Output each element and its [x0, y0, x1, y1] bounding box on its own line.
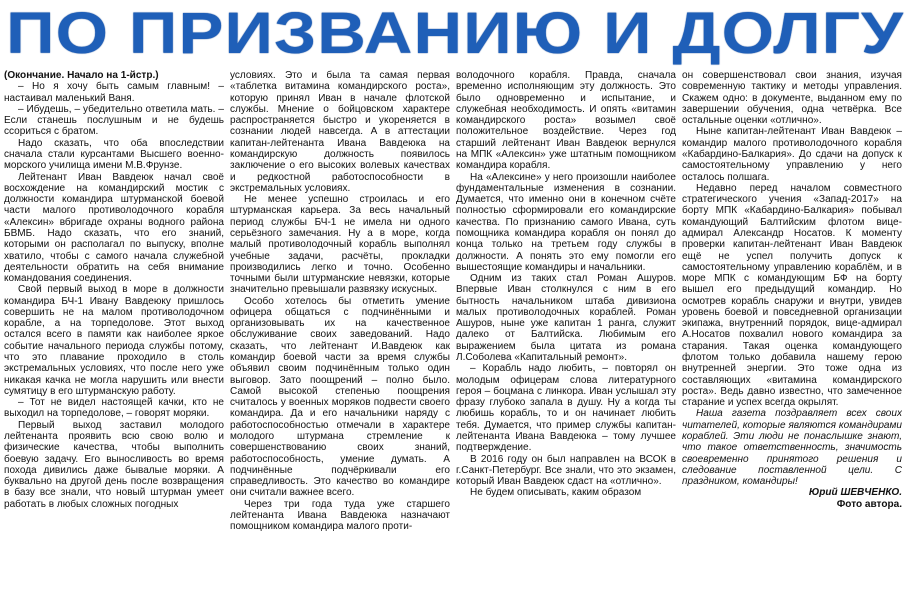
paragraph: Через три года туда уже старшего лейтенанта Ивана Вавдеюка назначают помощником командира малого проти-: [230, 498, 450, 533]
paragraph: На «Алексине» у него произошли наиболее фундаментальные изменения в сознании. Думается, что именно они в конечном счёте полностью сформировали его командирские качества. По признанию самого Ивана, суть помощника командира корабля он понял до конца только на третьем году службы в должности. А понять это ему помогли его вышестоящие командиры и начальники.: [456, 171, 676, 273]
paragraph: он совершенствовал свои знания, изучая современную тактику и методы управления. Скажем одно: в документе, выданном ему по завершении обучения, одна четвёрка. Все остальные оценки «отлично».: [682, 70, 902, 127]
paragraph: Недавно перед началом совместного стратегического учения «Запад-2017» на борту МПК «Кабардино-Балкария» побывал командующий Балтийским флотом вице-адмирал Александр Носатов. К моменту проверки капитан-лейтенант Иван Вавдеюк ещё не успел получить допуск к самостоятельному управлению кораблём, и в море МПК с командующим БФ на борту вышел его предыдущий командир. Но осмотрев корабль снаружи и внутри, увидев уровень боевой и повседневной организации экипажа, внутренний порядок, вице-адмирал А.Носатов похвалил нового командира за старания. Такая оценка командующего флотом только добавила нашему герою внутренней энергии. Это тоже одна из составляющих «витамина командирского роста». Ведь давно известно, что замеченное старание и успех всегда окрылят.: [682, 182, 902, 409]
greeting-paragraph: Наша газета поздравляет всех своих читателей, которые являются командирами кораблей. Эти люди не понаслышке знают, что такое ответственность, значимость своевременно принятого решения и следование поставленной цели. С праздником, командиры!: [682, 408, 902, 488]
paragraph: Ныне капитан-лейтенант Иван Вавдеюк – командир малого противолодочного корабля «Кабардино-Балкария». До сдачи на допуск к самостоятельному управлению у него осталось полшага.: [682, 126, 902, 183]
paragraph: условиях. Это и была та самая первая «таблетка витамина командирского роста», которую принял Иван в начале флотской службы. Мнение о бойцовском характере распространяется быстро и укореняется в сознании людей навсегда. А в аттестации капитан-лейтенанта Ивана Вавдеюка на командирскую должность появилось заключение о его высоких волевых качествах и редкостной работоспособности в экстремальных условиях.: [230, 70, 450, 194]
paragraph: – Ибудешь, – убедительно ответила мать. – Если станешь послушным и не будешь ссориться с братом.: [4, 103, 224, 138]
headline: [0, 0, 910, 68]
paragraph: В 2016 году он был направлен на ВСОК в г.Санкт-Петербург. Все знали, что это экзамен, который Иван Вавдеюк сдаст на «отлично».: [456, 453, 676, 488]
article-body: [4, 70, 906, 592]
article-column-3: [456, 70, 676, 592]
author-signature: Юрий ШЕВЧЕНКО.: [808, 487, 902, 499]
paragraph: Не менее успешно строилась и его штурманская карьера. За весь начальный период службы БЧ-1 не имела ни одного серьёзного замечания. Ну а в море, когда малый противолодочный корабль выполнял учебные задачи, расчёты, прокладки производились легко и точно. Особенно точными были штурманские невязки, которые значительно превышали развязку искусных.: [230, 194, 450, 296]
paragraph: Лейтенант Иван Вавдеюк начал своё восхождение на командирский мостик с должности командира штурманской боевой части малого противолодочного корабля «Алексин» вбригаде охраны водного района БВМБ. Надо сказать, что его знаний, которыми он располагал по выпуску, вполне хватило, чтобы с самого начала служебной деятельности обратить на себя внимание командования соединения.: [4, 171, 224, 285]
photo-credit: Фото автора.: [836, 498, 902, 510]
paragraph: Первый выход заставил молодого лейтенанта проявить всю свою волю и физические качества, чтобы выполнить боевую задачу. Его выносливость во время похода дивились даже бывалые моряки. А буквально на другой день после возвращения в базу все знали, что новый штурман умеет работать в любых сложных погодных: [4, 419, 224, 510]
headline-text: ПО ПРИЗВАНИЮ И ДОЛГУ: [5, 1, 905, 66]
continuation-note: (Окончание. Начало на 1-йстр.): [4, 70, 159, 81]
article-column-4: [682, 70, 902, 592]
paragraph: володочного корабля. Правда, сначала временно исполняющим эту должность. Это было одновременно и испытание, и служебная необходимость. И опять «витамин командирского роста» возымел своё положительное воздействие. Через год старший лейтенант Иван Вавдеюк вернулся на МПК «Алексин» уже штатным помощником командира корабля.: [456, 70, 676, 172]
paragraph: Особо хотелось бы отметить умение офицера общаться с подчинёнными и организовывать их на качественное обслуживание своих заведований. Надо сказать, что лейтенант И.Вавдеюк как командир боевой части за время службы объявил своим подчинённым только один выговор. Зато поощрений – полно было. Самой высокой степенью поощрения считалось у военных моряков подвести своего командира. Да и его начальники наряду с работоспособностью отмечали в характере молодого штурмана стремление к совершенствованию своих знаний, работоспособность, умение думать. А подчинённые подчёркивали его справедливость. Это качество во командире они считали важнее всего.: [230, 295, 450, 499]
article-column-2: [230, 70, 450, 592]
paragraph: Свой первый выход в море в должности командира БЧ-1 Ивану Вавдеюку пришлось совершить не на малом противолодочном корабле, а на торпедоловe. Этот выход остался всего в памяти как наиболее яркое событие начального периода службы потому, что это плавание проходило в столь экстремальных условиях, что после него уже никакая качка не могла нарушить или внести сумятицу в его штурманскую работу.: [4, 284, 224, 397]
paragraph: – Но я хочу быть самым главным! – настаивал маленький Ваня.: [4, 81, 224, 104]
article-column-1: [4, 70, 224, 592]
paragraph: – Корабль надо любить, – повторял он молодым офицерам слова литературного героя – боцмана с линкора. Иван услышал эту фразу глубоко запала в душу. Ну а когда ты любишь корабль, то и он начинает любить тебя. Думается, что пример службы капитан-лейтенанта Ивана Вавдеюка – тому лучшее подтверждение.: [456, 363, 676, 454]
paragraph: Надо сказать, что оба впоследствии сначала стали курсантами Высшего военно-морского училища имени М.В.Фрунзе.: [4, 137, 224, 172]
paragraph: Одним из таких стал Роман Ашуров. Впервые Иван столкнулся с ним в его бытность начальником штаба дивизиона малых противолодочных кораблей. Роман Ашуров, ныне уже капитан 1 ранга, служит далеко от Балтийска. Любимым его выражением была цитата из романа Л.Соболева «Капитальный ремонт».: [456, 273, 676, 364]
paragraph: – Тот не видел настоящей качки, кто не выходил на торпедолове, – говорят моряки.: [4, 397, 224, 420]
paragraph: Не будем описывать, каким образом: [470, 487, 642, 499]
